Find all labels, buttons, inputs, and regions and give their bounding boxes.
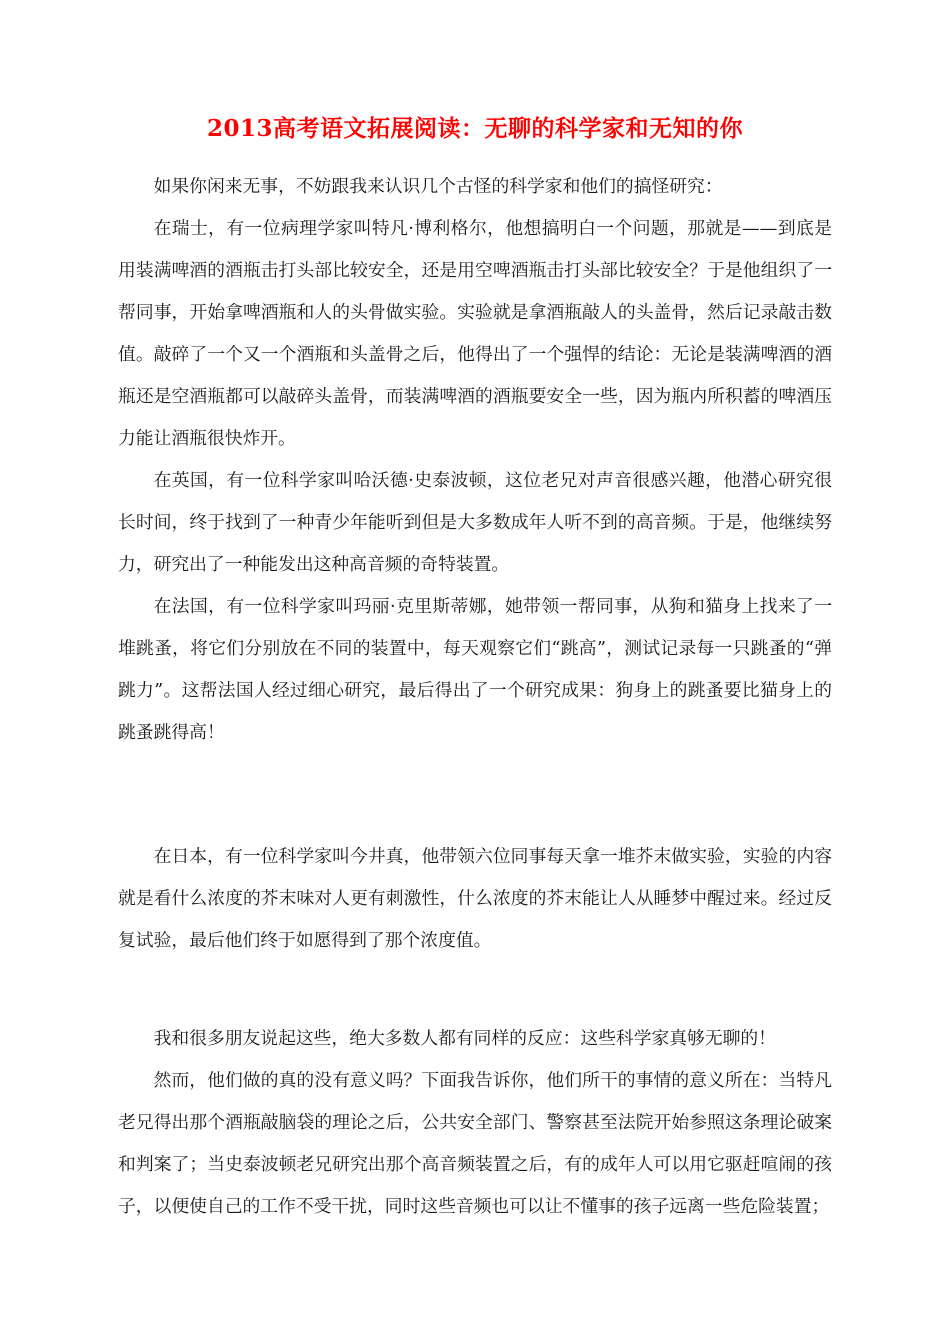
paragraph-meaning: 然而，他们做的真的没有意义吗？下面我告诉你，他们所干的事情的意义所在：当特凡老兄得出那个酒瓶敲脑袋的理论之后，公共安全部门、警察甚至法院开始参照这条理论破案和判案了；当史泰波顿老兄研究出那个高音频装置之后，有的成年人可以用它驱赶喧闹的孩子，以便使自己的工作不受干扰，同时这些音频也可以让不懂事的孩子远离一些危险装置； [118,1070,832,1217]
paragraph-switzerland: 在瑞士，有一位病理学家叫特凡·博利格尔，他想搞明白一个问题，那就是——到底是用装满啤酒的酒瓶击打头部比较安全，还是用空啤酒瓶击打头部比较安全？于是他组织了一帮同事，开始拿啤酒瓶和人的头骨做实验。实验就是拿酒瓶敲人的头盖骨，然后记录敲击数值。敲碎了一个又一个酒瓶和头盖骨之后，他得出了一个强悍的结论：无论是装满啤酒的酒瓶还是空酒瓶都可以敲碎头盖骨，而装满啤酒的酒瓶要安全一些，因为瓶内所积蓄的啤酒压力能让酒瓶很快炸开。 [118,218,832,449]
paragraph-reaction: 我和很多朋友说起这些，绝大多数人都有同样的反应：这些科学家真够无聊的！ [153,1028,776,1049]
paragraph-france: 在法国，有一位科学家叫玛丽·克里斯蒂娜，她带领一帮同事，从狗和猫身上找来了一堆跳蚤，将它们分别放在不同的装置中，每天观察它们“跳高”，测试记录每一只跳蚤的“弹跳力”。这帮法国人经过细心研究，最后得出了一个研究成果：狗身上的跳蚤要比猫身上的跳蚤跳得高！ [118,596,832,743]
document-title: 2013高考语文拓展阅读：无聊的科学家和无知的你 [206,115,743,142]
paragraph-intro: 如果你闲来无事，不妨跟我来认识几个古怪的科学家和他们的搞怪研究： [153,176,723,197]
document-body [118,166,832,1228]
blank-spacer-1 [118,754,832,836]
blank-spacer-2 [118,962,832,1018]
paragraph-uk: 在英国，有一位科学家叫哈沃德·史泰波顿，这位老兄对声音很感兴趣，他潜心研究很长时间，终于找到了一种青少年能听到但是大多数成年人听不到的高音频。于是，他继续努力，研究出了一种能发出这种高音频的奇特装置。 [118,470,832,575]
paragraph-japan: 在日本，有一位科学家叫今井真，他带领六位同事每天拿一堆芥末做实验，实验的内容就是看什么浓度的芥末味对人更有刺激性，什么浓度的芥末能让人从睡梦中醒过来。经过反复试验，最后他们终于如愿得到了那个浓度值。 [118,846,832,951]
